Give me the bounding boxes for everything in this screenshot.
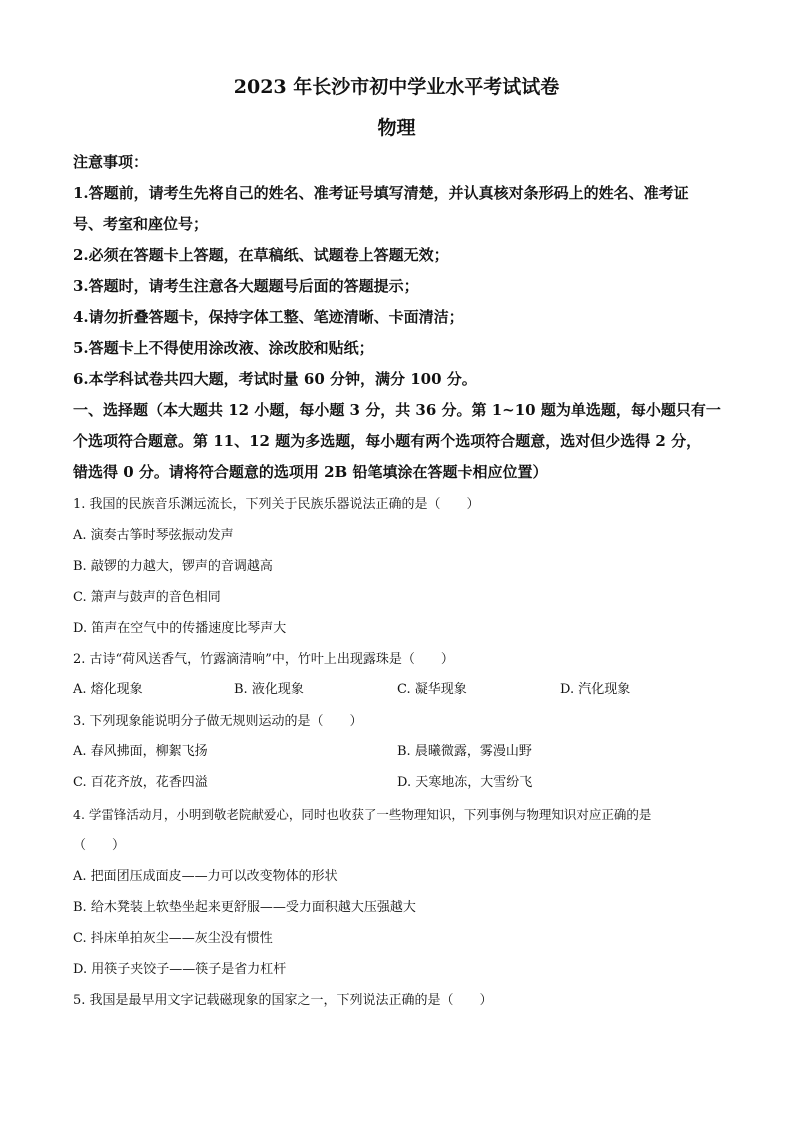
- section-heading-cont-1: 个选项符合题意。第 11、12 题为多选题，每小题有两个选项符合题意，选对但少选得 2 分，: [73, 432, 702, 450]
- question-1-stem: 1. 我国的民族音乐渊远流长，下列关于民族乐器说法正确的是（ ）: [73, 497, 480, 512]
- question-3-option-b: B. 晨曦微露，雾漫山野: [397, 744, 532, 759]
- question-3-option-a: A. 春风拂面，柳絮飞扬: [73, 744, 208, 759]
- notes-heading: 注意事项：: [73, 153, 149, 171]
- question-1-option-a: A. 演奏古筝时琴弦振动发声: [73, 528, 234, 543]
- question-3-option-d: D. 天寒地冻，大雪纷飞: [397, 775, 533, 790]
- question-1-option-b: B. 敲锣的力越大，锣声的音调越高: [73, 559, 273, 574]
- question-2-option-b: B. 液化现象: [234, 682, 304, 697]
- question-2-option-a: A. 熔化现象: [73, 682, 143, 697]
- note-item-1-cont: 号、考室和座位号；: [73, 215, 209, 233]
- question-4-stem-cont: （ ）: [73, 838, 126, 853]
- question-1-option-c: C. 箫声与鼓声的音色相同: [73, 590, 221, 605]
- note-item-3: 3.答题时，请考生注意各大题题号后面的答题提示；: [73, 277, 419, 295]
- question-3-stem: 3. 下列现象能说明分子做无规则运动的是（ ）: [73, 714, 363, 729]
- exam-title: 2023 年长沙市初中学业水平考试试卷: [233, 76, 560, 98]
- note-item-4: 4.请勿折叠答题卡，保持字体工整、笔迹清晰、卡面清洁；: [73, 308, 464, 326]
- section-heading: 一、选择题（本大题共 12 小题，每小题 3 分，共 36 分。第 1~10 题为单选题，每小题只有一: [73, 401, 721, 419]
- section-heading-cont-2: 错选得 0 分。请将符合题意的选项用 2B 铅笔填涂在答题卡相应位置）: [73, 463, 548, 481]
- question-4-option-b: B. 给木凳装上软垫坐起来更舒服——受力面积越大压强越大: [73, 900, 416, 915]
- question-1-option-d: D. 笛声在空气中的传播速度比琴声大: [73, 621, 287, 636]
- question-2-option-c: C. 凝华现象: [397, 682, 467, 697]
- question-2-stem: 2. 古诗“荷风送香气，竹露滴清响”中，竹叶上出现露珠是（ ）: [73, 652, 454, 667]
- note-item-2: 2.必须在答题卡上答题，在草稿纸、试题卷上答题无效；: [73, 246, 449, 264]
- note-item-5: 5.答题卡上不得使用涂改液、涂改胶和贴纸；: [73, 339, 374, 357]
- question-4-option-c: C. 抖床单拍灰尘——灰尘没有惯性: [73, 931, 273, 946]
- question-2-option-d: D. 汽化现象: [560, 682, 631, 697]
- note-item-6: 6.本学科试卷共四大题，考试时量 60 分钟，满分 100 分。: [73, 370, 477, 388]
- exam-subject: 物理: [377, 117, 416, 139]
- note-item-1: 1.答题前，请考生先将自己的姓名、准考证号填写清楚，并认真核对条形码上的姓名、准考证: [73, 184, 689, 202]
- question-3-option-c: C. 百花齐放，花香四溢: [73, 775, 208, 790]
- question-5-stem: 5. 我国是最早用文字记载磁现象的国家之一，下列说法正确的是（ ）: [73, 993, 493, 1008]
- question-4-option-a: A. 把面团压成面皮——力可以改变物体的形状: [73, 869, 338, 884]
- question-4-stem: 4. 学雷锋活动月，小明到敬老院献爱心，同时也收获了一些物理知识，下列事例与物理知识对应正确的是: [73, 807, 652, 822]
- question-4-option-d: D. 用筷子夹饺子——筷子是省力杠杆: [73, 962, 287, 977]
